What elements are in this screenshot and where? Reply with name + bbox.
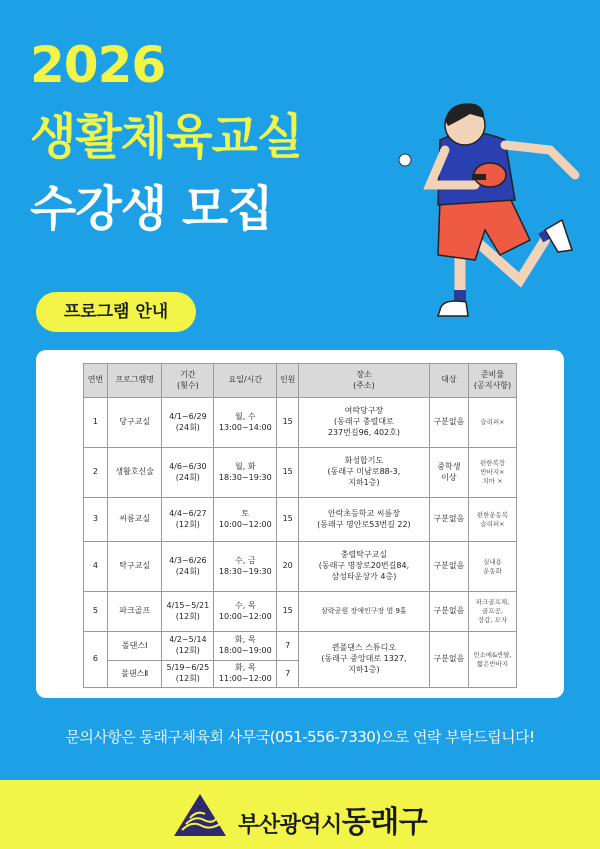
cell-items: 실내용 운동화 [469, 542, 517, 592]
cell-items: 편한운동복 슬리퍼× [469, 498, 517, 542]
cell-period: 4/2~5/14 (12회) [162, 632, 214, 661]
city-name [238, 797, 427, 841]
cell-place: 삼락공원 장애인구장 옆 9홀 [299, 592, 430, 632]
cell-program: 폴댄스Ⅱ [107, 661, 161, 688]
header-items: 준비물 (공지사항) [469, 364, 517, 398]
cell-target: 구분없음 [429, 592, 468, 632]
table-row [84, 632, 517, 661]
cell-no: 1 [84, 398, 108, 448]
cell-time: 화, 목 11:00~12:00 [214, 661, 277, 688]
header-target: 대상 [429, 364, 468, 398]
cell-place: 화성합기도 (동래구 미남로88-3, 지하1층) [299, 448, 430, 498]
dongnae-gu-logo-icon [170, 790, 230, 840]
header-period: 기간 (횟수) [162, 364, 214, 398]
city-prefix: 부산광역시 [238, 813, 342, 838]
cell-target: 구분없음 [429, 632, 468, 688]
header-time: 요일/시간 [214, 364, 277, 398]
cell-capacity: 7 [277, 632, 299, 661]
contact-notice: 문의사항은 동래구체육회 사무국(051-556-7330)으로 연락 부탁드립니다! [65, 728, 535, 746]
cell-target: 중학생 이상 [429, 448, 468, 498]
poster-title-line1: 생활체육교실 [30, 109, 303, 165]
table-row [84, 398, 517, 448]
table-tennis-player-illustration [380, 90, 590, 330]
header-place: 장소 (주소) [299, 364, 430, 398]
cell-place: 여락당구장 (동래구 충렬대로 237번길96, 402호) [299, 398, 430, 448]
cell-capacity: 15 [277, 448, 299, 498]
poster-year: 2026 [30, 36, 166, 94]
cell-capacity: 20 [277, 542, 299, 592]
cell-capacity: 15 [277, 398, 299, 448]
cell-program: 당구교실 [107, 398, 161, 448]
cell-target: 구분없음 [429, 398, 468, 448]
cell-period: 4/6~6/30 (24회) [162, 448, 214, 498]
cell-place: 퀸폴댄스 스튜디오 (동래구 중앙대로 1327, 지하1층) [299, 632, 430, 688]
cell-time: 월, 수 13:00~14:00 [214, 398, 277, 448]
footer-bar [0, 780, 600, 849]
cell-place: 안락초등학교 씨름장 (동래구 명안로53번길 22) [299, 498, 430, 542]
cell-time: 토 10:00~12:00 [214, 498, 277, 542]
cell-period: 4/4~6/27 (12회) [162, 498, 214, 542]
cell-time: 수, 목 10:00~12:00 [214, 592, 277, 632]
program-info-label: 프로그램 안내 [36, 292, 196, 332]
cell-no: 4 [84, 542, 108, 592]
cell-capacity: 7 [277, 661, 299, 688]
cell-program: 탁구교실 [107, 542, 161, 592]
cell-items: 편한복장 반바지× 치마 × [469, 448, 517, 498]
header-program: 프로그램명 [107, 364, 161, 398]
cell-items: 민소매&반팔, 짧은반바지 [469, 632, 517, 688]
cell-program: 씨름교실 [107, 498, 161, 542]
table-row [84, 448, 517, 498]
cell-target: 구분없음 [429, 542, 468, 592]
program-table [83, 363, 517, 688]
table-row [84, 542, 517, 592]
poster-title-line2: 수강생 모집 [30, 181, 273, 237]
table-row [84, 592, 517, 632]
cell-items: 파크골프채, 골프공, 장갑, 모자 [469, 592, 517, 632]
cell-no: 5 [84, 592, 108, 632]
cell-no: 2 [84, 448, 108, 498]
cell-period: 4/15~5/21 (12회) [162, 592, 214, 632]
table-row [84, 498, 517, 542]
cell-program: 파크골프 [107, 592, 161, 632]
cell-no: 3 [84, 498, 108, 542]
cell-capacity: 15 [277, 592, 299, 632]
cell-program: 폴댄스Ⅰ [107, 632, 161, 661]
cell-time: 월, 화 18:30~19:30 [214, 448, 277, 498]
header-capacity: 인원 [277, 364, 299, 398]
cell-period: 4/1~6/29 (24회) [162, 398, 214, 448]
cell-period: 4/3~6/26 (24회) [162, 542, 214, 592]
program-table-card [36, 350, 564, 698]
cell-time: 화, 목 18:00~19:00 [214, 632, 277, 661]
cell-program: 생활호신술 [107, 448, 161, 498]
cell-items: 슬리퍼× [469, 398, 517, 448]
cell-period: 5/19~6/25 (12회) [162, 661, 214, 688]
cell-place: 충렬탁구교실 (동래구 명장로20번길84, 삼성타운상가 4층) [299, 542, 430, 592]
city-name-main: 동래구 [341, 805, 428, 840]
cell-no: 6 [84, 632, 108, 688]
cell-target: 구분없음 [429, 498, 468, 542]
header-no: 연번 [84, 364, 108, 398]
cell-time: 수, 금 18:30~19:30 [214, 542, 277, 592]
cell-capacity: 15 [277, 498, 299, 542]
